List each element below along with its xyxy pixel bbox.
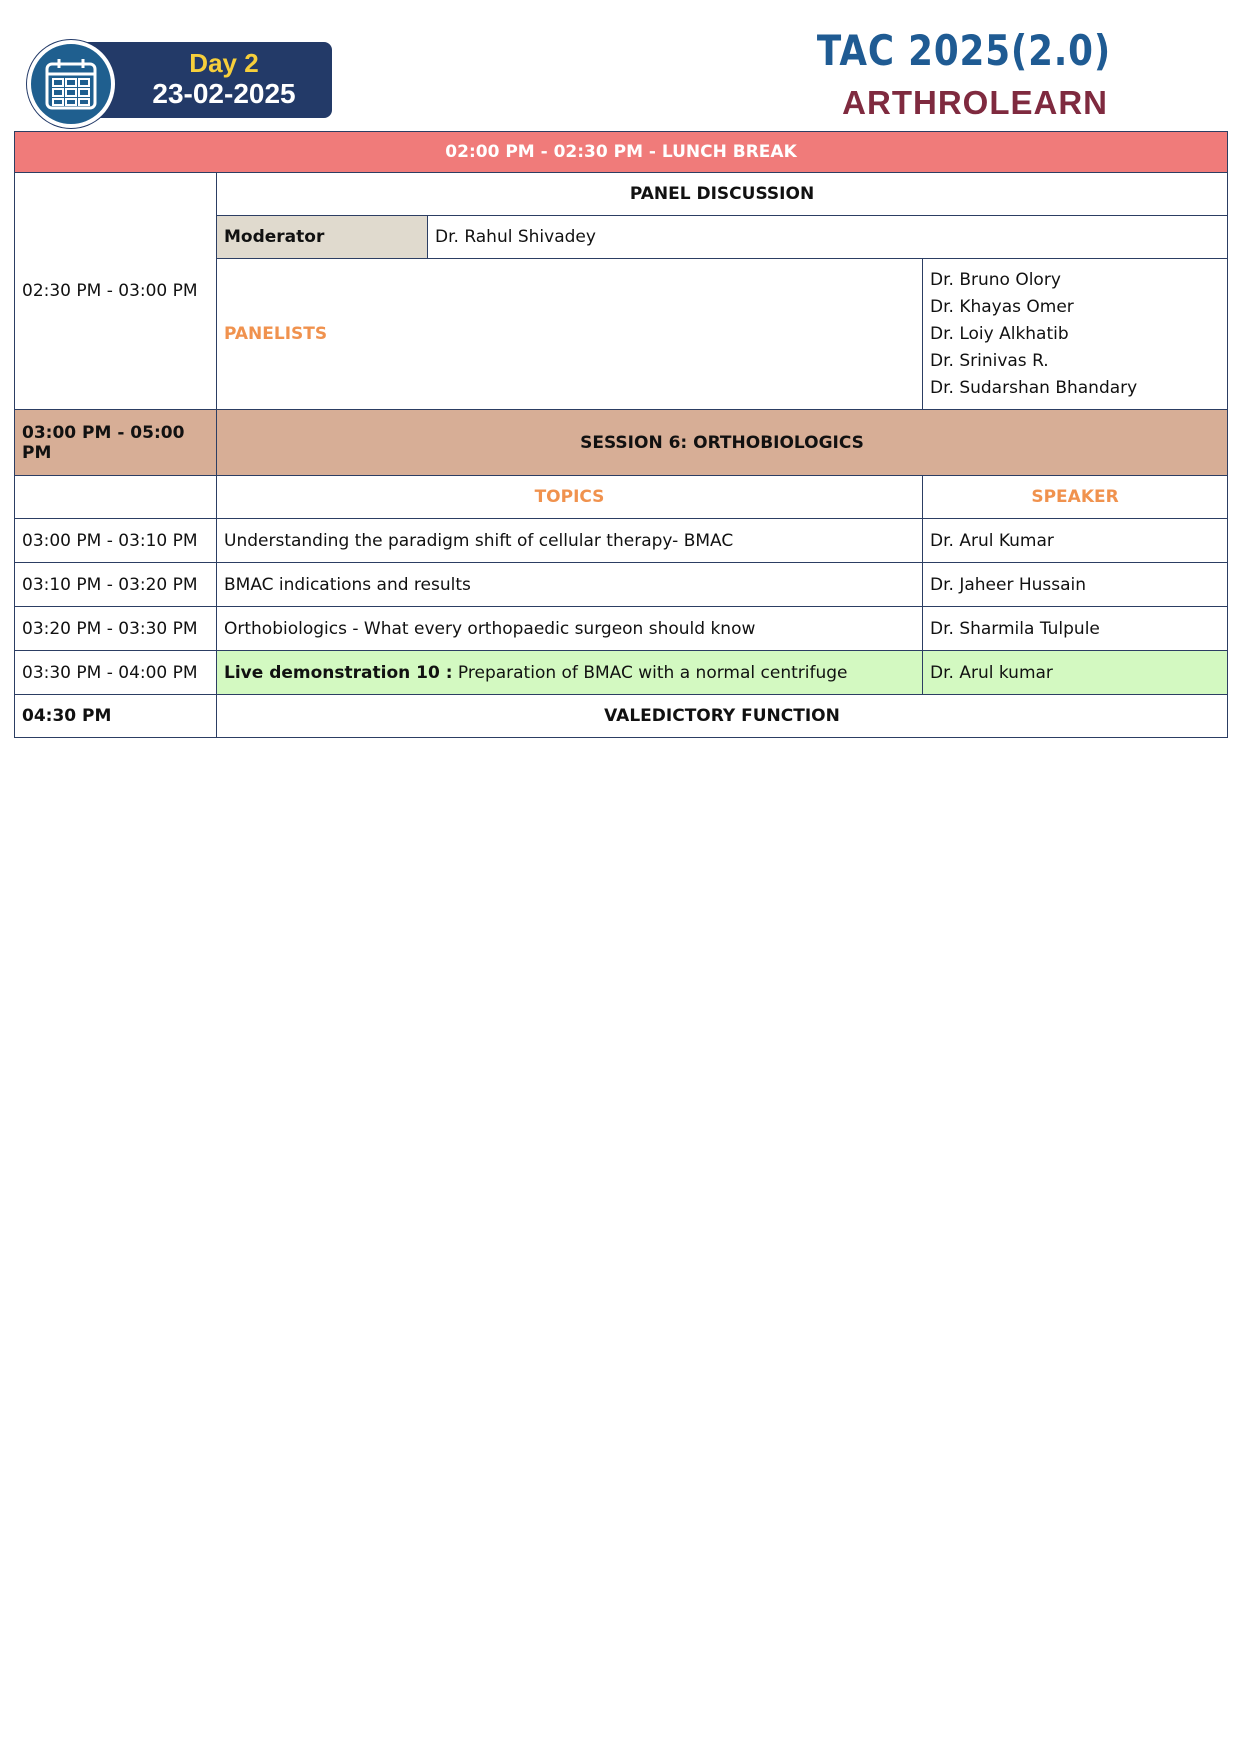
session-time: 03:00 PM - 05:00 PM <box>15 410 217 476</box>
row-time: 03:00 PM - 03:10 PM <box>15 519 217 563</box>
calendar-icon <box>27 40 115 128</box>
event-title: TAC 2025(2.0) <box>816 26 1111 75</box>
empty-cell <box>15 476 217 519</box>
schedule-table <box>14 131 1228 738</box>
lunch-row <box>15 132 1228 173</box>
moderator-label: Moderator <box>217 216 428 259</box>
row-speaker: Dr. Sharmila Tulpule <box>923 607 1228 651</box>
row-topic: Orthobiologics - What every orthopaedic surgeon should know <box>217 607 923 651</box>
panelist-name: Dr. Khayas Omer <box>930 296 1074 317</box>
panelist-name: Dr. Bruno Olory <box>930 269 1061 290</box>
row-speaker: Dr. Arul Kumar <box>923 519 1228 563</box>
row-time: 03:10 PM - 03:20 PM <box>15 563 217 607</box>
live-topic <box>217 651 923 695</box>
session-title: SESSION 6: ORTHOBIOLOGICS <box>217 410 1228 476</box>
topics-header: TOPICS <box>217 476 923 519</box>
row-speaker: Dr. Jaheer Hussain <box>923 563 1228 607</box>
row-time: 03:20 PM - 03:30 PM <box>15 607 217 651</box>
valedictory-row <box>15 695 1228 738</box>
event-subtitle: ARTHROLEARN <box>842 84 1108 121</box>
session-row <box>15 410 1228 476</box>
live-time: 03:30 PM - 04:00 PM <box>15 651 217 695</box>
table-row <box>15 607 1228 651</box>
speaker-header: SPEAKER <box>923 476 1228 519</box>
day-label: Day 2 <box>189 48 259 78</box>
lunch-break: 02:00 PM - 02:30 PM - LUNCH BREAK <box>15 132 1228 173</box>
valedictory-title: VALEDICTORY FUNCTION <box>217 695 1228 738</box>
live-speaker: Dr. Arul kumar <box>923 651 1228 695</box>
panel-title: PANEL DISCUSSION <box>217 173 1228 216</box>
table-row <box>15 519 1228 563</box>
moderator-name: Dr. Rahul Shivadey <box>428 216 1228 259</box>
date-label: 23-02-2025 <box>152 78 296 109</box>
live-topic-label: Live demonstration 10 : <box>224 662 453 683</box>
panel-time: 02:30 PM - 03:00 PM <box>15 173 217 410</box>
panelist-name: Dr. Sudarshan Bhandary <box>930 377 1138 398</box>
table-row <box>15 563 1228 607</box>
row-topic: BMAC indications and results <box>217 563 923 607</box>
panelist-name: Dr. Loiy Alkhatib <box>930 323 1069 344</box>
live-topic-text: Preparation of BMAC with a normal centrifuge <box>452 662 848 683</box>
panelists-list <box>923 259 1228 410</box>
panelist-name: Dr. Srinivas R. <box>930 350 1049 371</box>
live-demo-row <box>15 651 1228 695</box>
day-badge <box>27 36 305 120</box>
valedictory-time: 04:30 PM <box>15 695 217 738</box>
row-topic: Understanding the paradigm shift of cellular therapy- BMAC <box>217 519 923 563</box>
panel-title-row <box>15 173 1228 216</box>
column-header-row <box>15 476 1228 519</box>
panelists-label: PANELISTS <box>217 259 923 410</box>
